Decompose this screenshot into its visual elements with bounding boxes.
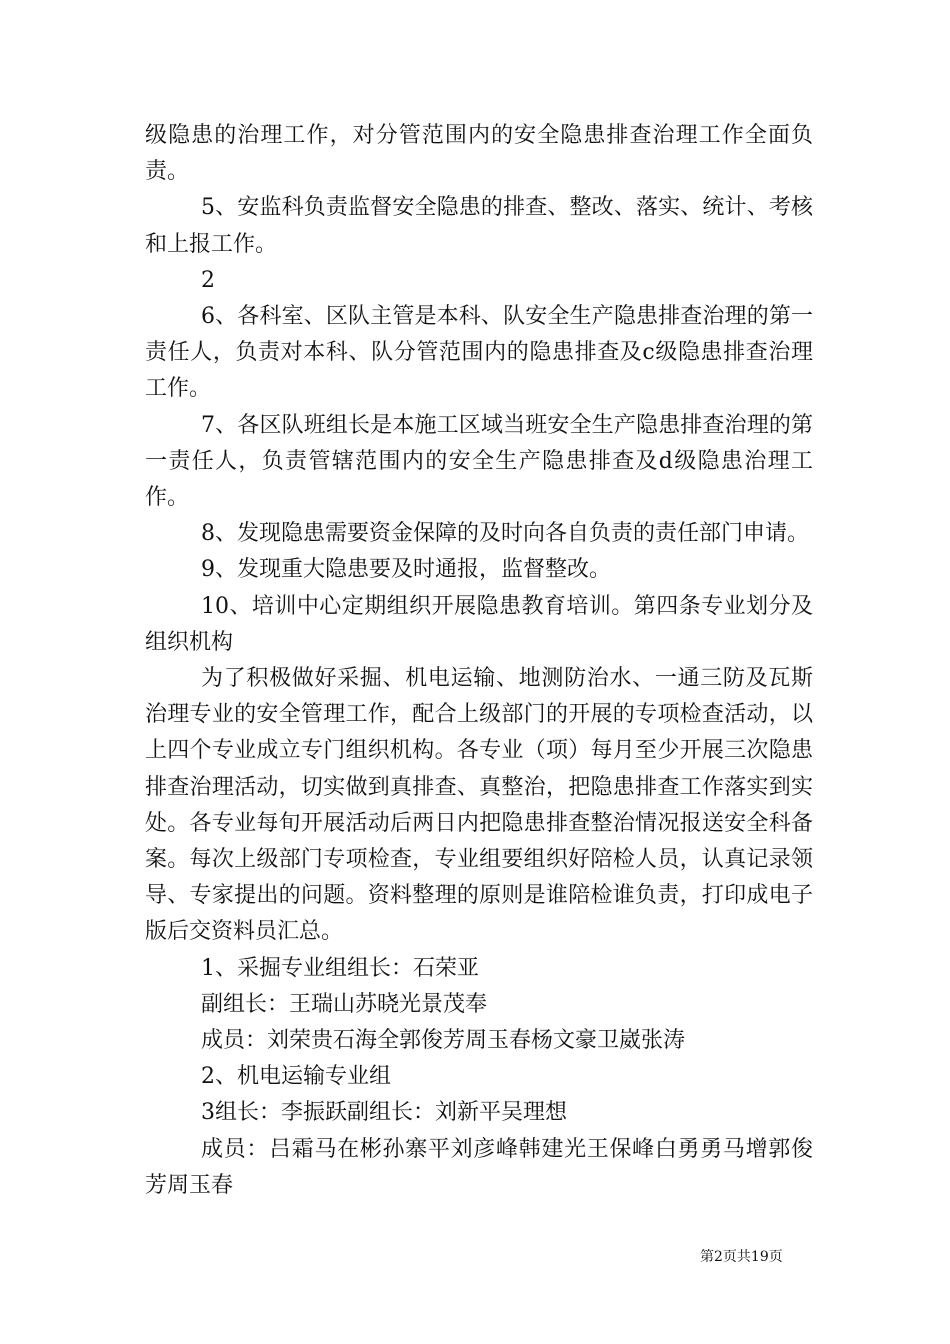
paragraph: 3组长：李振跃副组长：刘新平吴理想 bbox=[201, 1100, 567, 1126]
paragraph: 成员：吕霜马在彬孙寨平刘彦峰韩建光王保峰白勇勇马增郭俊芳周玉春 bbox=[145, 1136, 813, 1198]
body-text bbox=[145, 118, 813, 1204]
page-number: 第2页共19页 bbox=[700, 1249, 783, 1265]
paragraph: 1、采掘专业组组长：石荣亚 bbox=[201, 955, 479, 981]
paragraph: 5、安监科负责监督安全隐患的排查、整改、落实、统计、考核和上报工作。 bbox=[145, 195, 813, 257]
paragraph: 副组长：王瑞山苏晓光景茂奉 bbox=[201, 991, 488, 1017]
paragraph: 级隐患的治理工作，对分管范围内的安全隐患排查治理工作全面负责。 bbox=[145, 123, 813, 185]
paragraph: 10、培训中心定期组织开展隐患教育培训。第四条专业划分及组织机构 bbox=[145, 593, 813, 655]
paragraph: 6、各科室、区队主管是本科、队安全生产隐患排查治理的第一责任人，负责对本科、队分管范围内的隐患排查及c级隐患排查治理工作。 bbox=[145, 304, 813, 402]
paragraph: 为了积极做好采掘、机电运输、地测防治水、一通三防及瓦斯治理专业的安全管理工作，配合上级部门的开展的专项检查活动，以上四个专业成立专门组织机构。各专业（项）每月至少开展三次隐患排查治理活动，切实做到真排查、真整治，把隐患排查工作落实到实处。各专业每旬开展活动后两日内把隐患排查整治情况报送安全科备案。每次上级部门专项检查，专业组要组织好陪检人员，认真记录领导、专家提出的问题。资料整理的原则是谁陪检谁负责，打印成电子版后交资料员汇总。 bbox=[145, 666, 813, 945]
paragraph: 8、发现隐患需要资金保障的及时向各自负责的责任部门申请。 bbox=[201, 521, 809, 547]
paragraph: 成员：刘荣贵石海全郭俊芳周玉春杨文豪卫崴张涛 bbox=[201, 1028, 686, 1054]
paragraph: 7、各区队班组长是本施工区域当班安全生产隐患排查治理的第一责任人，负责管辖范围内的安全生产隐患排查及d级隐患治理工作。 bbox=[145, 412, 813, 511]
paragraph: 9、发现重大隐患要及时通报，监督整改。 bbox=[201, 557, 611, 583]
paragraph: 2 bbox=[201, 267, 215, 293]
paragraph: 2、机电运输专业组 bbox=[201, 1064, 391, 1090]
